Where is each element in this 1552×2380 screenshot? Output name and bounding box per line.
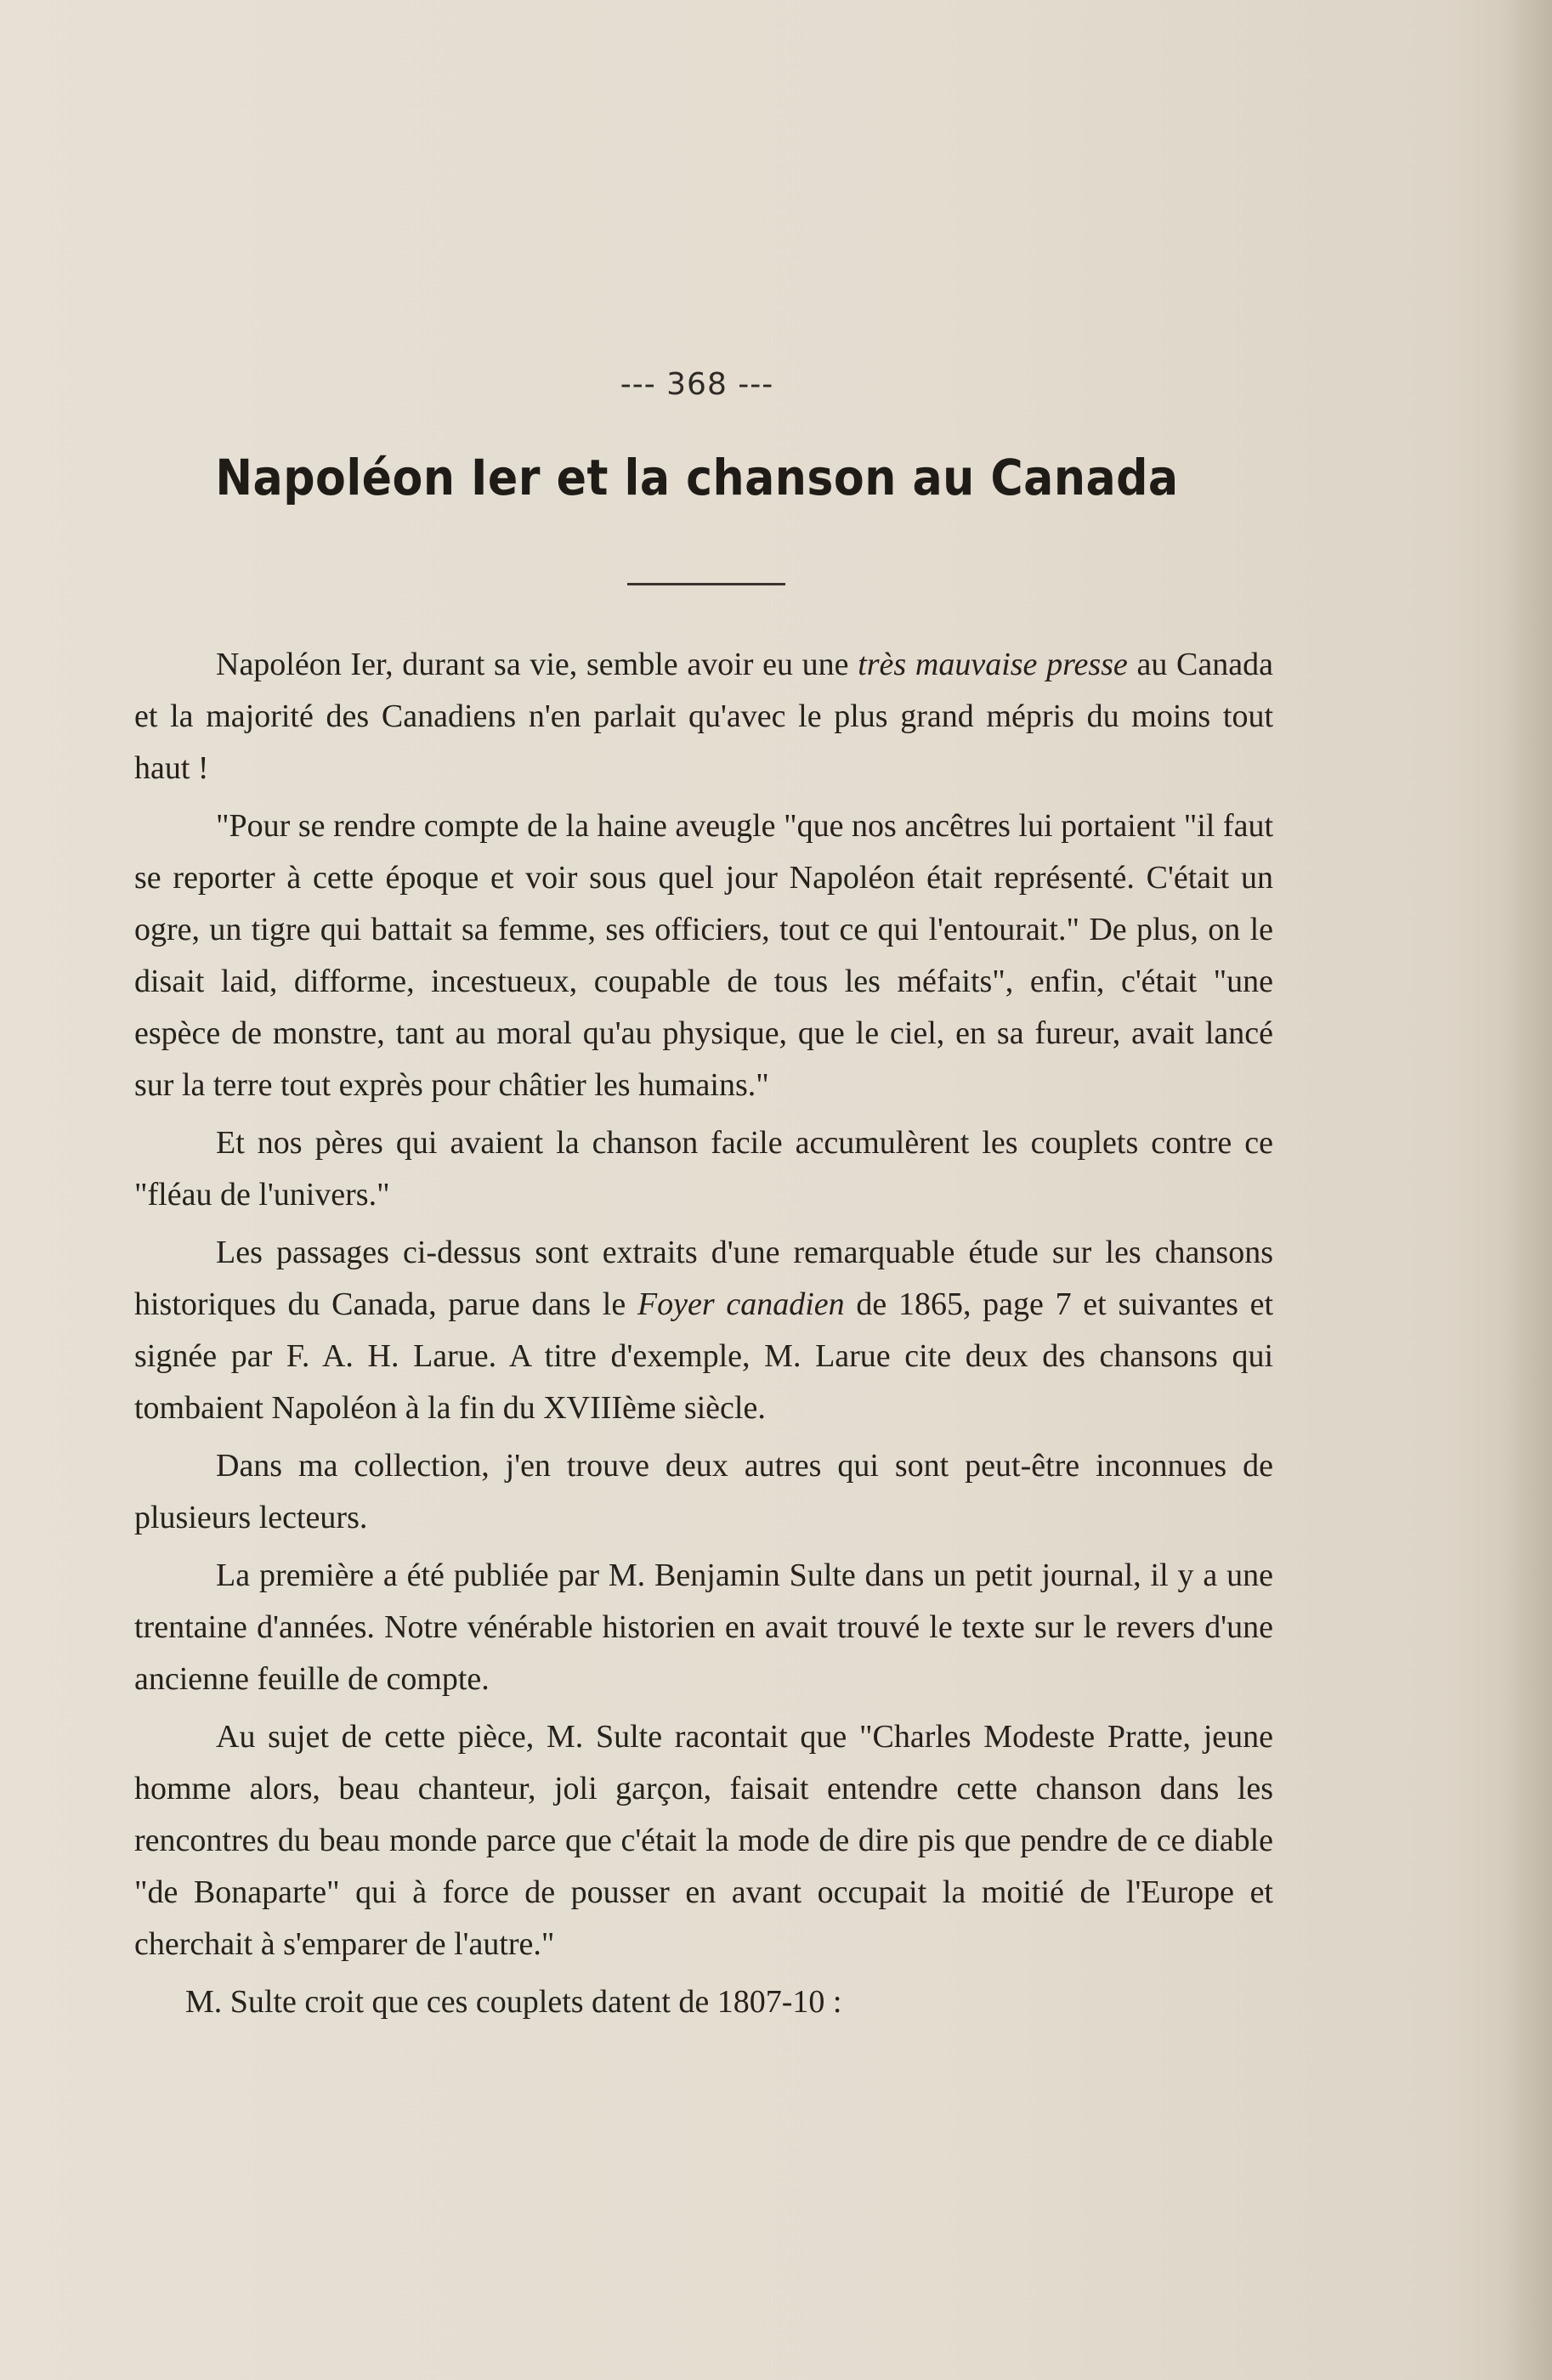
paragraph-4 bbox=[134, 1227, 1273, 1434]
paragraph-1-text-c: au Canada et la majorité des Canadiens n'en parlait qu'avec le plus grand mépris du moins tout haut ! bbox=[134, 647, 1273, 786]
paragraph-4-text-c: de 1865, page 7 et suivantes et signée par F. A. H. Larue. A titre d'exemple, M. Larue cite deux des chansons qui tombaient Napoléon à la fin du XVIIIème siècle. bbox=[134, 1286, 1273, 1426]
paragraph-7: Au sujet de cette pièce, M. Sulte racontait que "Charles Modeste Pratte, jeune homme alors, beau chanteur, joli garçon, faisait entendre cette chanson dans les rencontres du beau monde parce que c'était la mode de dire pis que pendre de ce diable "de Bonaparte" qui à force de pousser en avant occupait la moitié de l'Europe et cherchait à s'emparer de l'autre." bbox=[134, 1719, 1273, 1962]
paragraph-8: M. Sulte croit que ces couplets datent de 1807-10 : bbox=[185, 1984, 842, 2020]
page-edge-shadow bbox=[1501, 0, 1552, 2380]
paragraph-2: "Pour se rendre compte de la haine aveugle "que nos ancêtres lui portaient "il faut se reporter à cette époque et voir sous quel jour Napoléon était représenté. C'était un ogre, un tigre qui battait sa femme, ses officiers, tout ce qui l'entourait." De plus, on le disait laid, difforme, incestueux, coupable de tous les méfaits", enfin, c'était "une espèce de monstre, tant au moral qu'au physique, que le ciel, en sa fureur, avait lancé sur la terre tout exprès pour châtier les humains." bbox=[134, 808, 1273, 1103]
paragraph-3: Et nos pères qui avaient la chanson facile accumulèrent les couplets contre ce "fléau de l'univers." bbox=[134, 1125, 1273, 1213]
paragraph-1 bbox=[134, 639, 1273, 794]
paragraph-6: La première a été publiée par M. Benjamin Sulte dans un petit journal, il y a une trentaine d'années. Notre vénérable historien en avait trouvé le texte sur le revers d'une ancienne feuille de compte. bbox=[134, 1557, 1273, 1697]
paragraph-1-text-a: Napoléon Ier, durant sa vie, semble avoir eu une bbox=[216, 647, 858, 682]
page-number: --- 368 --- bbox=[620, 367, 774, 402]
paragraph-1-italic: très mauvaise presse bbox=[858, 647, 1128, 682]
paragraph-4-text-a: Les passages ci-dessus sont extraits d'une remarquable étude sur les chansons historiques du Canada, parue dans le bbox=[134, 1235, 1273, 1322]
paragraph-4-italic: Foyer canadien bbox=[637, 1286, 845, 1322]
title-divider bbox=[627, 583, 785, 585]
page-title: Napoléon Ier et la chanson au Canada bbox=[215, 449, 1179, 506]
paragraph-5: Dans ma collection, j'en trouve deux autres qui sont peut-être inconnues de plusieurs lecteurs. bbox=[134, 1448, 1273, 1535]
article-body bbox=[134, 639, 1273, 2034]
